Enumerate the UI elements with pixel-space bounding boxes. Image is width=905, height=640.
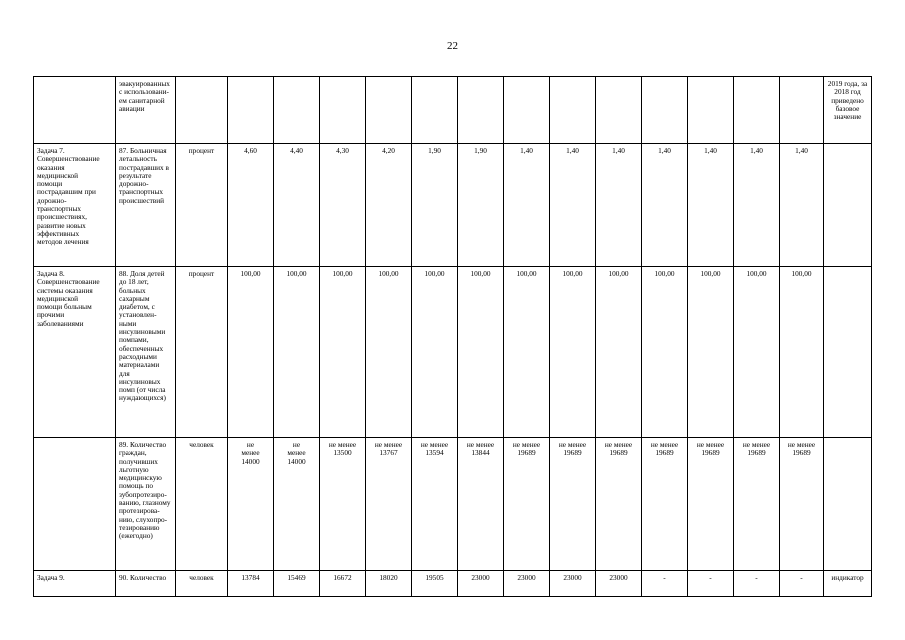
value-cell: 100,00 [228,267,274,438]
value-cell: 1,40 [504,144,550,267]
value-cell: не менее 19689 [504,438,550,571]
value-cell [274,77,320,144]
value-cell: 4,20 [366,144,412,267]
value-cell: 100,00 [688,267,734,438]
value-cell: не менее 13500 [320,438,366,571]
value-cell: 100,00 [550,267,596,438]
value-cell: 100,00 [320,267,366,438]
table-row [34,438,872,571]
value-cell: 100,00 [366,267,412,438]
value-cell: 100,00 [504,267,550,438]
value-cell [228,77,274,144]
value-cell [688,77,734,144]
value-cell [550,77,596,144]
value-cell: 23000 [596,571,642,597]
value-cell: 16672 [320,571,366,597]
value-cell: 1,40 [688,144,734,267]
table-row [34,144,872,267]
unit-cell: процент [176,267,228,438]
value-cell: 15469 [274,571,320,597]
value-cell: не менее 19689 [596,438,642,571]
task-cell [34,438,116,571]
value-cell: 23000 [504,571,550,597]
table-row [34,77,872,144]
value-cell: 13784 [228,571,274,597]
value-cell: 100,00 [596,267,642,438]
value-cell [458,77,504,144]
value-cell [320,77,366,144]
value-cell: 19505 [412,571,458,597]
value-cell: 1,90 [412,144,458,267]
value-cell: не менее 19689 [688,438,734,571]
note-cell [824,438,872,571]
value-cell: 100,00 [412,267,458,438]
unit-cell: человек [176,571,228,597]
value-cell: не менее 14000 [274,438,320,571]
value-cell: 100,00 [642,267,688,438]
value-cell: не менее 19689 [734,438,780,571]
indicator-cell: 88. Доля детей до 18 лет, больных сахарным диабетом, с установлен- ными инсулиновыми помпами, обеспеченных расходными материалами для инсулиновых помп (от числа нуждающихся) [116,267,176,438]
value-cell: 1,40 [780,144,824,267]
value-cell: 23000 [550,571,596,597]
value-cell: не менее 13767 [366,438,412,571]
note-cell [824,267,872,438]
table-row [34,267,872,438]
note-cell: индикатор [824,571,872,597]
value-cell: - [688,571,734,597]
value-cell: - [642,571,688,597]
value-cell: 1,90 [458,144,504,267]
value-cell: 4,30 [320,144,366,267]
value-cell [780,77,824,144]
value-cell: не менее 13594 [412,438,458,571]
value-cell [366,77,412,144]
unit-cell: человек [176,438,228,571]
unit-cell [176,77,228,144]
indicator-cell: эвакуированных с использовани- ем санитарной авиации [116,77,176,144]
value-cell: не менее 19689 [550,438,596,571]
value-cell: 1,40 [596,144,642,267]
value-cell [642,77,688,144]
value-cell: 18020 [366,571,412,597]
note-cell: 2019 года, за 2018 год приведено базовое значение [824,77,872,144]
task-cell: Задача 9. [34,571,116,597]
value-cell [412,77,458,144]
page-number: 22 [447,40,458,52]
task-cell [34,77,116,144]
value-cell: 100,00 [274,267,320,438]
task-cell: Задача 8. Совершенствование системы оказания медицинской помощи больным прочими заболеваниями [34,267,116,438]
value-cell [504,77,550,144]
value-cell: 23000 [458,571,504,597]
value-cell: не менее 19689 [642,438,688,571]
value-cell: 100,00 [734,267,780,438]
value-cell: не менее 13844 [458,438,504,571]
value-cell [596,77,642,144]
value-cell: не менее 19689 [780,438,824,571]
indicator-cell: 90. Количество [116,571,176,597]
indicator-cell: 87. Больничная летальность пострадавших в результате дорожно- транспортных происшествий [116,144,176,267]
indicators-table [33,76,872,597]
value-cell: - [780,571,824,597]
task-cell: Задача 7. Совершенствование оказания медицинской помощи пострадавшим при дорожно- транспортных происшествиях, развитие новых эффективных методов лечения [34,144,116,267]
value-cell: 100,00 [458,267,504,438]
value-cell: 4,60 [228,144,274,267]
table-row [34,571,872,597]
value-cell: 1,40 [642,144,688,267]
unit-cell: процент [176,144,228,267]
note-cell [824,144,872,267]
value-cell [734,77,780,144]
value-cell: 1,40 [550,144,596,267]
value-cell: 4,40 [274,144,320,267]
value-cell: 100,00 [780,267,824,438]
value-cell: - [734,571,780,597]
value-cell: не менее 14000 [228,438,274,571]
value-cell: 1,40 [734,144,780,267]
indicator-cell: 89. Количество граждан, получивших льготную медицинскую помощь по зубопротезиро- ванию, глазному протезирова- нию, слухопро- тезированию (ежегодно) [116,438,176,571]
